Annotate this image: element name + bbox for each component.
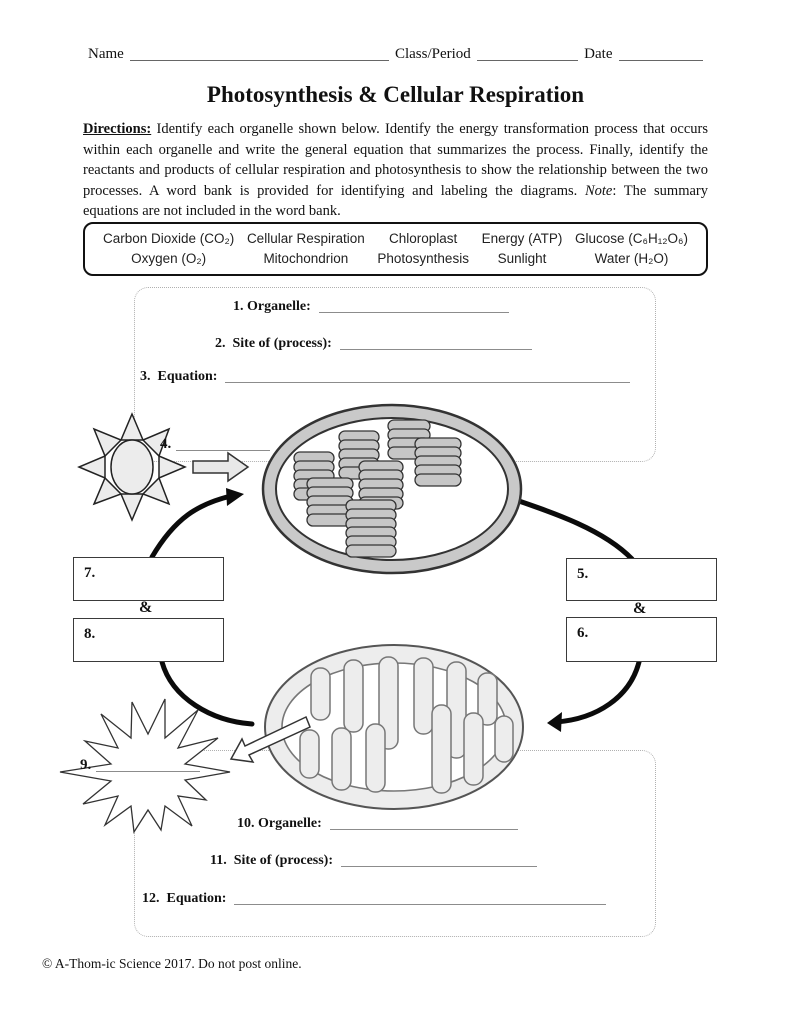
word-bank-term: Carbon Dioxide (CO₂) (103, 231, 235, 246)
q11-blank-line[interactable] (341, 856, 537, 867)
word-bank-term: Chloroplast (389, 231, 458, 246)
note-text: : The summary equations are not included in the word bank. (83, 182, 708, 219)
box6-number: 6. (577, 625, 589, 641)
q1-organelle (233, 299, 509, 315)
word-bank-term: Mitochondrion (263, 251, 349, 266)
name-label: Name (88, 46, 124, 62)
cycle-arrow-to-box5 (507, 497, 632, 559)
q11-site-of-process (210, 853, 537, 869)
q1-blank-line[interactable] (319, 302, 509, 313)
q1-label: 1. Organelle: (233, 299, 311, 314)
q3-blank-line[interactable] (225, 372, 630, 383)
q2-site-of-process (215, 336, 532, 352)
q10-blank-line[interactable] (330, 819, 518, 830)
directions-text: Identify each organelle shown below. Identify the energy transformation process that occurs within each organelle and write the general equation that summarizes the process. Finally, identify the reactants and products of cellular respiration and photosynthesis to show the relationship between the two processes. A word bank is provided for identifying and labeling the diagrams. (83, 121, 708, 199)
q11-label: 11. Site of (process): (210, 853, 333, 868)
class-period-label: Class/Period (394, 46, 471, 62)
box5-number: 5. (577, 566, 589, 582)
box8-number: 8. (84, 626, 96, 642)
q3-equation (140, 369, 630, 385)
box7-number: 7. (84, 565, 96, 581)
cycle-arrow-to-mitochondrion (547, 662, 639, 732)
answer-box-6[interactable] (566, 617, 717, 662)
word-bank-term: Energy (ATP) (481, 231, 563, 246)
word-bank-term: Photosynthesis (377, 251, 469, 266)
q12-label: 12. Equation: (142, 891, 227, 906)
starburst-blank-number: 9. (80, 757, 92, 773)
ampersand-left: & (139, 599, 153, 616)
sunlight-blank-number: 4. (160, 436, 172, 452)
starburst-blank (80, 757, 200, 774)
copyright-footer: © A-Thom-ic Science 2017. Do not post online. (42, 956, 302, 971)
q12-equation (142, 891, 606, 907)
answer-box-8[interactable] (73, 618, 224, 662)
q10-organelle (237, 816, 518, 832)
sun-icon (79, 414, 185, 520)
cycle-arrow-from-box8 (162, 662, 252, 724)
q2-label: 2. Site of (process): (215, 336, 332, 351)
q10-label: 10. Organelle: (237, 816, 322, 831)
chloroplast-illustration (263, 405, 521, 573)
word-bank-term: Water (H₂O) (594, 251, 669, 266)
answer-box-5[interactable] (566, 558, 717, 601)
q3-label: 3. Equation: (140, 369, 218, 384)
page-title: Photosynthesis & Cellular Respiration (206, 82, 585, 107)
word-bank-term: Oxygen (O₂) (131, 251, 207, 266)
sunlight-arrow-icon (193, 453, 248, 481)
word-bank-term: Sunlight (497, 251, 547, 266)
word-bank-term: Glucose (C₆H₁₂O₆) (575, 231, 688, 246)
note-label: Note (584, 182, 613, 199)
sunlight-blank (160, 436, 270, 453)
answer-box-7[interactable] (73, 557, 224, 601)
starburst-blank-line[interactable] (96, 761, 200, 772)
date-label: Date (584, 46, 613, 62)
q12-blank-line[interactable] (234, 894, 606, 905)
ampersand-right: & (633, 600, 647, 617)
word-bank-term: Cellular Respiration (246, 231, 365, 246)
sunlight-blank-line[interactable] (176, 440, 270, 451)
directions-label: Directions: (83, 121, 152, 137)
q2-blank-line[interactable] (340, 339, 532, 350)
